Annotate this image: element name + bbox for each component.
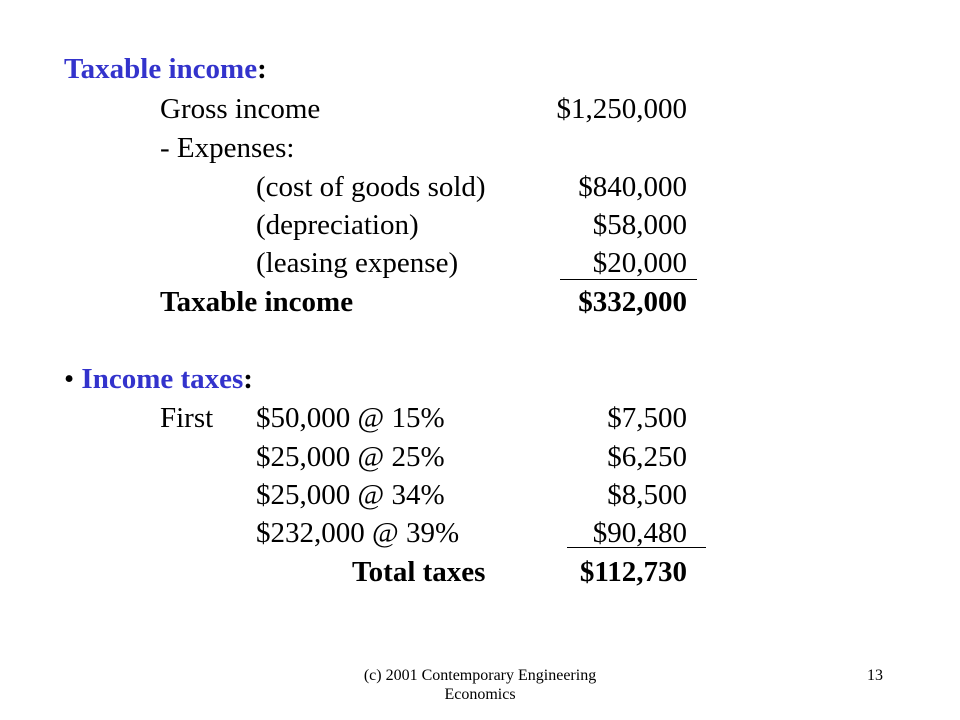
expense-label-leasing: (leasing expense) <box>256 247 459 279</box>
footer-copyright-line2: Economics <box>444 686 516 703</box>
taxable-income-total-value: $332,000 <box>578 286 687 318</box>
taxable-income-total-label: Taxable income <box>160 286 354 318</box>
expense-value-leasing: $20,000 <box>592 247 687 279</box>
footer-copyright-line1: (c) 2001 Contemporary Engineering <box>363 667 597 684</box>
bullet-icon: • <box>64 363 75 395</box>
bracket-tax-3: $8,500 <box>607 479 687 511</box>
income-taxes-heading-colon: : <box>243 363 253 395</box>
bracket-amount-3: $25,000 @ 34% <box>256 479 445 511</box>
expense-value-cogs: $840,000 <box>578 171 687 203</box>
expense-label-cogs: (cost of goods sold) <box>256 171 486 203</box>
expense-label-depreciation: (depreciation) <box>256 209 419 241</box>
total-taxes-label: Total taxes <box>352 556 486 588</box>
first-label: First <box>160 402 214 434</box>
total-taxes-value: $112,730 <box>579 556 687 588</box>
bracket-amount-4: $232,000 @ 39% <box>256 517 460 549</box>
income-taxes-heading-text: Income taxes <box>81 363 244 395</box>
expense-value-depreciation: $58,000 <box>592 209 687 241</box>
taxable-income-heading-text: Taxable income <box>64 53 258 85</box>
expenses-label: - Expenses: <box>160 132 295 164</box>
income-taxes-heading <box>64 362 253 396</box>
bracket-amount-2: $25,000 @ 25% <box>256 441 445 473</box>
bracket-underline <box>567 547 706 548</box>
gross-income-label: Gross income <box>160 93 321 125</box>
gross-income-value: $1,250,000 <box>556 93 687 125</box>
bracket-tax-4: $90,480 <box>592 517 687 549</box>
leasing-underline <box>560 279 697 280</box>
footer-copyright <box>300 666 660 704</box>
bracket-amount-1: $50,000 @ 15% <box>256 402 445 434</box>
taxable-income-heading-colon: : <box>257 53 267 85</box>
taxable-income-heading <box>64 52 267 86</box>
bracket-tax-1: $7,500 <box>607 402 687 434</box>
page-number: 13 <box>867 667 883 684</box>
bracket-tax-2: $6,250 <box>607 441 687 473</box>
